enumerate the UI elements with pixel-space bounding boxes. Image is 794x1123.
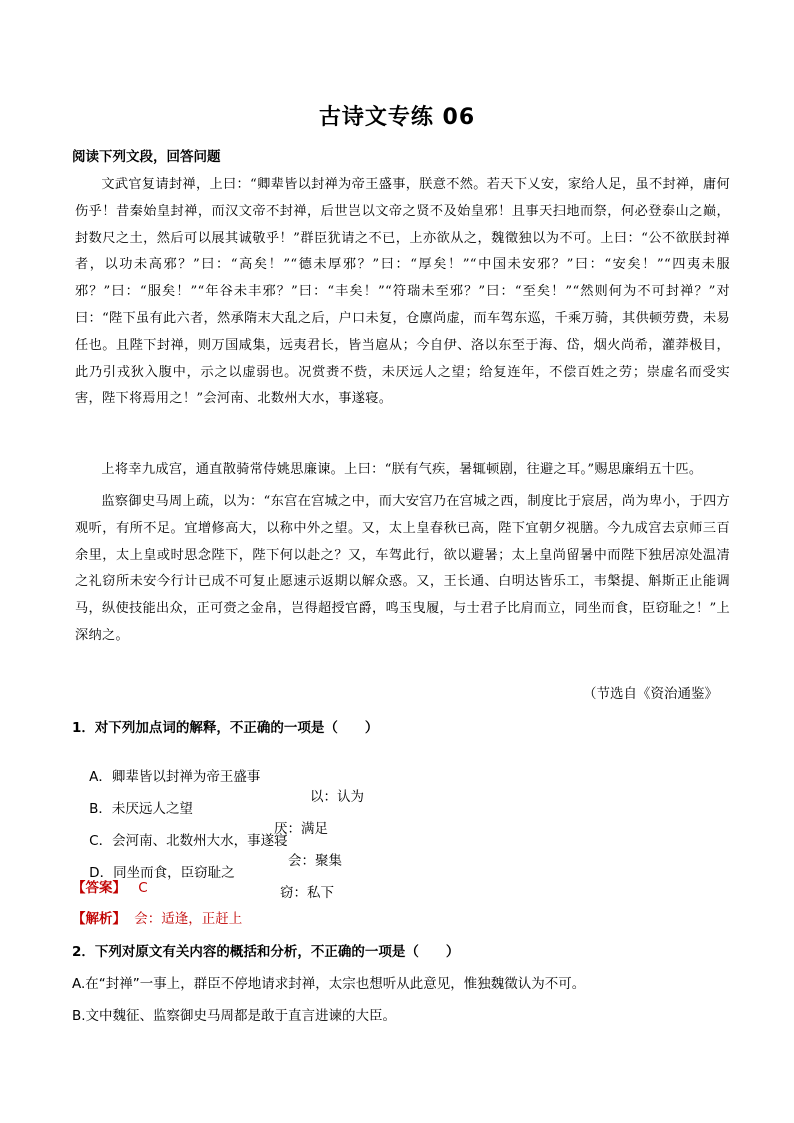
passage-paragraph-2	[75, 457, 730, 484]
answer-value: C	[138, 880, 148, 896]
source-citation: （节选自《资治通鉴》	[583, 686, 718, 702]
passage-paragraph-3	[75, 489, 730, 650]
passage-text-3: 监察御史马周上疏，以为：“东宫在宫城之中，而大安宫乃在宫城之西，制度比于宸居，尚为卑小，于四方观听，有所不足。宜增修高大，以称中外之望。又，太上皇春秋已高，陛下宜朝夕视膳。今九成宫去京师三百余里，太上皇或时思念陛下，陛下何以赴之？又，车驾此行，欲以避暑；太上皇尚留暑中而陛下独居凉处温凊之礼窃所未安今行计已成不可复止愿速示返期以解众惑。又，王长通、白明达皆乐工，韦槃提、斛斯正止能调马，纵使技能出众，正可赍之金帛，岂得超授官爵，鸣玉曳履，与士君子比肩而立，同坐而食，臣窃耻之！”上深纳之。	[75, 494, 730, 643]
option-gloss: 厌：满足	[274, 821, 328, 837]
page-title: 古诗文专练 06	[318, 105, 476, 130]
question-2-stem: 2．下列对原文有关内容的概括和分析，不正确的一项是（ ）	[72, 944, 460, 960]
q1-answer	[72, 876, 148, 896]
analysis-tag: 【解析】	[72, 911, 126, 927]
question-1-stem: 1．对下列加点词的解释，不正确的一项是（ ）	[72, 720, 379, 736]
option-text: D．同坐而食，臣窃耻之	[89, 865, 235, 881]
passage-text-1: 文武官复请封禅，上曰：“卿辈皆以封禅为帝王盛事，朕意不然。若天下乂安，家给人足，虽不封禅，庸何伤乎！昔秦始皇封禅，而汉文帝不封禅，后世岂以文帝之贤不及始皇邪！且事天扫地而祭，何必登泰山之巅，封数尺之土，然后可以展其诚敬乎！”群臣犹请之不已，上亦欲从之，魏徵独以为不可。上曰：“公不欲朕封禅者，以功未高邪？”曰：“高矣！”“德未厚邪？”曰：“厚矣！”“中国未安邪？”曰：“安矣！”“四夷未服邪？”曰：“服矣！”“年谷未丰邪？”曰：“丰矣！”“符瑞未至邪？”曰：“至矣！”“然则何为不可封禅？”对曰：“陛下虽有此六者，然承隋末大乱之后，户口未复，仓廪尚虚，而车驾东巡，千乘万骑，其供顿劳费，未易任也。且陛下封禅，则万国咸集，远夷君长，皆当扈从；今自伊、洛以东至于海、岱，烟火尚希，灌莽极目，此乃引戎狄入腹中，示之以虚弱也。况赏赉不赀，未厌远人之望；给复连年，不偿百姓之劳；崇虚名而受实害，陛下将焉用之！”会河南、北数州大水，事遂寝。	[75, 177, 730, 407]
option-text: B．未厌远人之望	[89, 801, 193, 817]
q2-option-a: A.在“封禅”一事上，群臣不停地请求封禅，太宗也想听从此意见，惟独魏徵认为不可。	[72, 976, 586, 992]
analysis-text: 会：适逢，正赶上	[134, 911, 243, 927]
answer-tag: 【答案】	[72, 880, 126, 896]
option-gloss: 窃：私下	[280, 885, 334, 901]
q2-option-b: B.文中魏征、监察御史马周都是敢于直言进谏的大臣。	[72, 1008, 397, 1024]
option-gloss: 会：聚集	[288, 853, 342, 869]
reading-instruction: 阅读下列文段，回答问题	[72, 149, 221, 165]
passage-paragraph-1	[75, 172, 730, 413]
option-gloss: 以：认为	[310, 789, 364, 805]
option-text: C．会河南、北数州大水，事遂寝	[89, 833, 288, 849]
q1-analysis	[72, 907, 242, 927]
option-text: A．卿辈皆以封禅为帝王盛事	[89, 769, 261, 785]
passage-text-2: 上将幸九成宫，通直散骑常侍姚思廉谏。上曰：“朕有气疾，暑辄顿剧，往避之耳。”赐思廉绢五十匹。	[101, 462, 703, 477]
